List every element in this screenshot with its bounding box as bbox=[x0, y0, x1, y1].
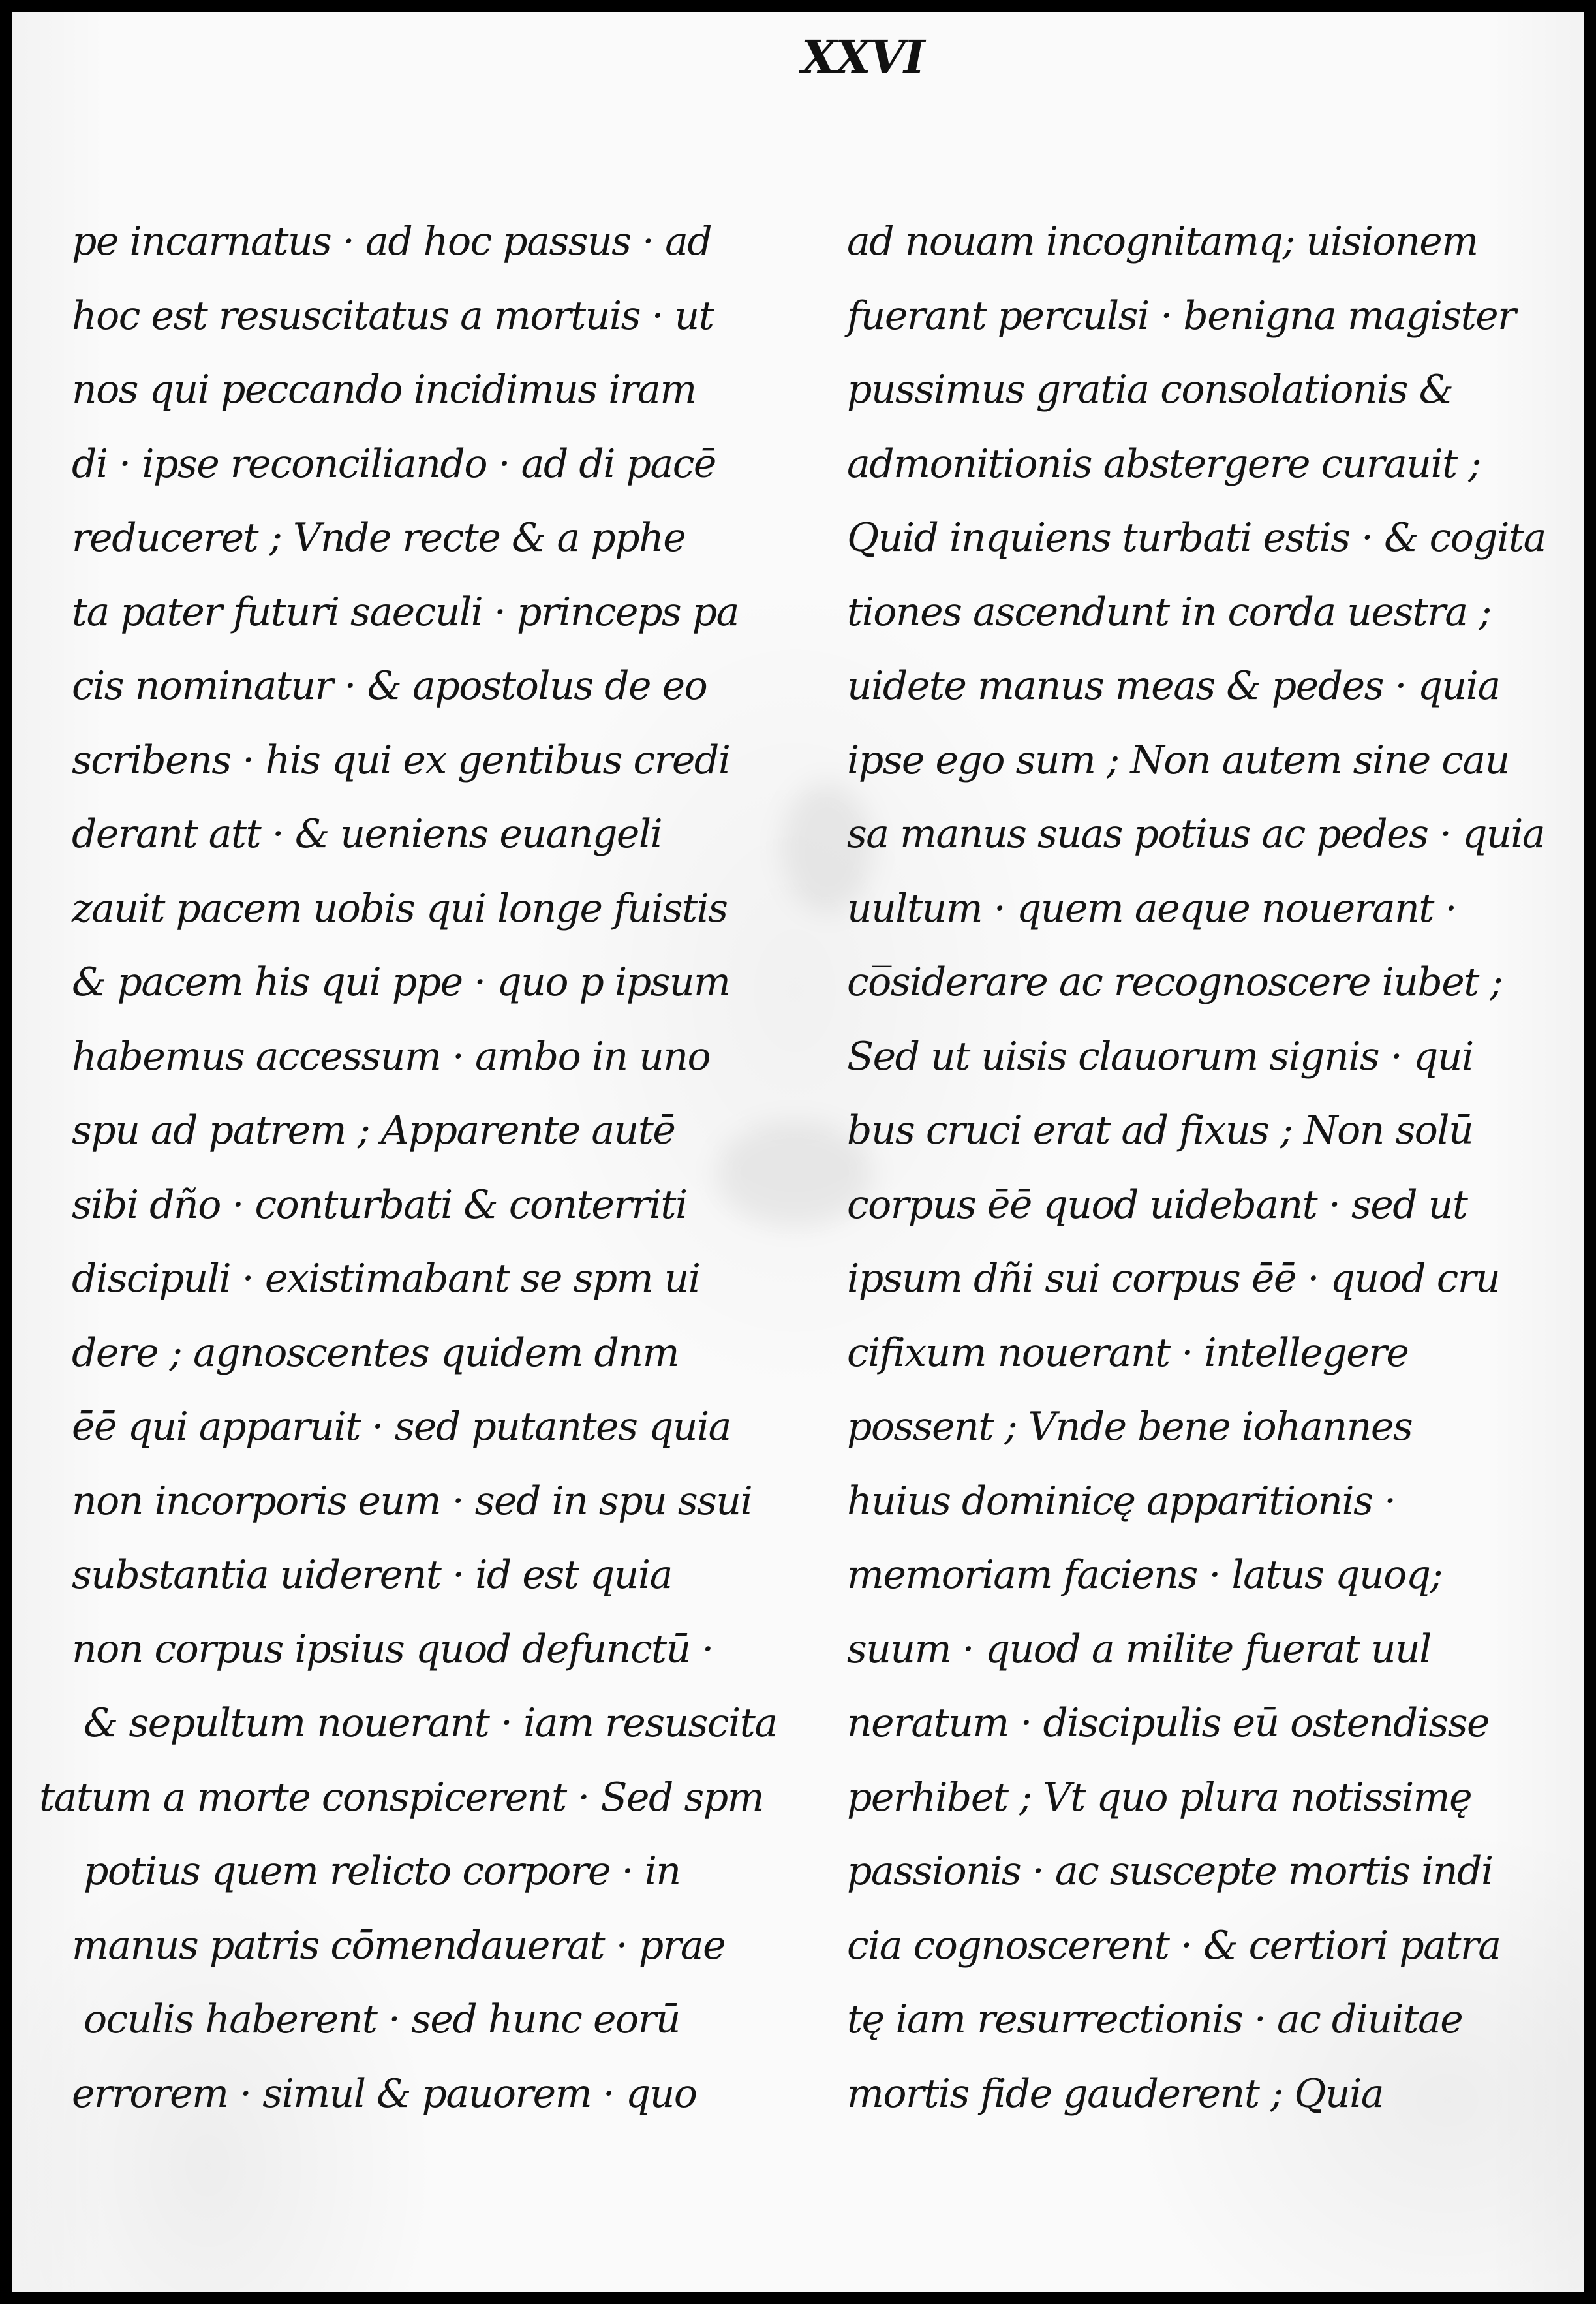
text-line: Sed ut uisis clauorum signis · qui bbox=[847, 1033, 1473, 1080]
text-line: zauit pacem uobis qui longe fuistis bbox=[72, 885, 728, 931]
text-line: cis nominatur · & apostolus de eo bbox=[72, 663, 707, 709]
text-line: manus patris cōmendauerat · prae bbox=[72, 1922, 726, 1969]
folio-number: XXVI bbox=[801, 30, 924, 84]
right-column bbox=[847, 205, 1558, 2131]
text-line: admonitionis abstergere curauit ; bbox=[847, 441, 1481, 487]
text-line: sa manus suas potius ac pedes · quia bbox=[847, 811, 1545, 857]
text-line: oculis haberent · sed hunc eorū bbox=[84, 1997, 680, 2042]
text-line: dere ; agnoscentes quidem dnm bbox=[72, 1330, 679, 1376]
text-line: tę iam resurrectionis · ac diuitae bbox=[847, 1997, 1463, 2042]
text-line: neratum · discipulis eū ostendisse bbox=[847, 1700, 1490, 1746]
text-line: Quid inquiens turbati estis · & cogita bbox=[847, 515, 1546, 561]
text-line: uidete manus meas & pedes · quia bbox=[847, 663, 1500, 709]
text-line: huius dominicę apparitionis · bbox=[847, 1478, 1396, 1524]
text-line: perhibet ; Vt quo plura notissimę bbox=[847, 1774, 1472, 1820]
text-line: non corpus ipsius quod defunctū · bbox=[72, 1626, 713, 1672]
text-line: substantia uiderent · id est quia bbox=[72, 1552, 672, 1598]
manuscript-page bbox=[12, 12, 1584, 2292]
text-line: memoriam faciens · latus quoq; bbox=[847, 1552, 1443, 1598]
text-line: discipuli · existimabant se spm ui bbox=[72, 1256, 700, 1301]
text-line: ipse ego sum ; Non autem sine cau bbox=[847, 737, 1509, 783]
text-line: & pacem his qui ppe · quo p ipsum bbox=[72, 959, 730, 1005]
text-line: potius quem relicto corpore · in bbox=[84, 1848, 681, 1894]
text-line: pe incarnatus · ad hoc passus · ad bbox=[72, 219, 712, 264]
text-line: bus cruci erat ad fixus ; Non solū bbox=[847, 1108, 1473, 1153]
text-line: di · ipse reconciliando · ad di pacē bbox=[72, 441, 716, 487]
text-line: derant att · & ueniens euangeli bbox=[72, 811, 662, 857]
text-line: tiones ascendunt in corda uestra ; bbox=[847, 589, 1491, 635]
text-line: suum · quod a milite fuerat uul bbox=[847, 1626, 1431, 1672]
text-line: mortis fide gauderent ; Quia bbox=[847, 2070, 1384, 2117]
left-column bbox=[39, 205, 777, 2131]
text-line: hoc est resuscitatus a mortuis · ut bbox=[72, 292, 714, 339]
text-line: corpus ēē quod uidebant · sed ut bbox=[847, 1181, 1467, 1228]
text-line: errorem · simul & pauorem · quo bbox=[72, 2070, 697, 2117]
text-line: scribens · his qui ex gentibus credi bbox=[72, 737, 730, 783]
text-line: sibi dño · conturbati & conterriti bbox=[72, 1181, 687, 1228]
text-line: ad nouam incognitamq; uisionem bbox=[847, 219, 1478, 264]
text-line: ēē qui apparuit · sed putantes quia bbox=[72, 1404, 731, 1450]
text-line: cifixum nouerant · intellegere bbox=[847, 1330, 1409, 1376]
text-line: & sepultum nouerant · iam resuscita bbox=[84, 1700, 777, 1746]
text-line: nos qui peccando incidimus iram bbox=[72, 367, 696, 413]
text-line: tatum a morte conspicerent · Sed spm bbox=[39, 1774, 764, 1820]
text-line: cia cognoscerent · & certiori patra bbox=[847, 1922, 1501, 1969]
text-line: uultum · quem aeque nouerant · bbox=[847, 885, 1457, 931]
text-line: co̅siderare ac recognoscere iubet ; bbox=[847, 959, 1503, 1005]
text-line: habemus accessum · ambo in uno bbox=[72, 1033, 711, 1080]
text-line: ta pater futuri saeculi · princeps pa bbox=[72, 589, 739, 635]
text-line: ipsum dñi sui corpus ēē · quod cru bbox=[847, 1256, 1500, 1301]
text-line: pussimus gratia consolationis & bbox=[847, 367, 1453, 413]
text-line: fuerant perculsi · benigna magister bbox=[847, 292, 1516, 339]
text-line: passionis · ac suscepte mortis indi bbox=[847, 1848, 1493, 1894]
text-line: reduceret ; Vnde recte & a pphe bbox=[72, 515, 686, 561]
text-line: possent ; Vnde bene iohannes bbox=[847, 1404, 1413, 1450]
text-line: spu ad patrem ; Apparente autē bbox=[72, 1108, 675, 1153]
text-line: non incorporis eum · sed in spu ssui bbox=[72, 1478, 752, 1524]
